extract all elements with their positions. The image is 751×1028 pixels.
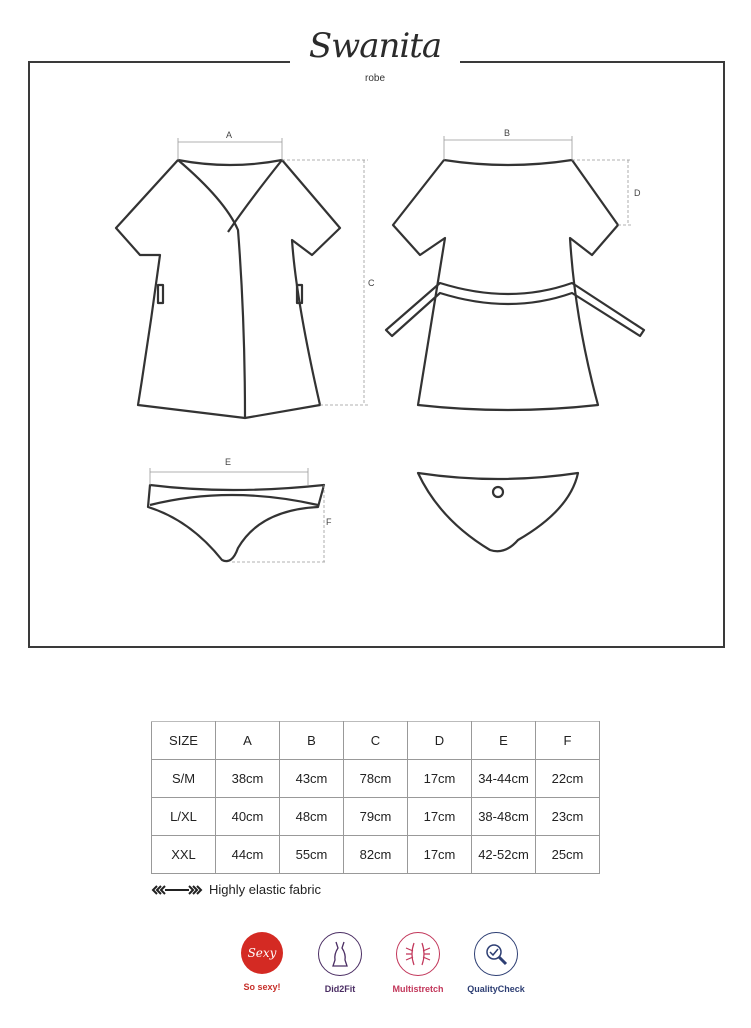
feature-badges — [226, 932, 532, 995]
table-cell: 34-44cm — [472, 760, 536, 798]
badge-label: Multistretch — [392, 984, 444, 994]
robe-belt-drawing — [386, 283, 644, 336]
robe-front-drawing — [116, 160, 340, 418]
table-cell: XXL — [152, 836, 216, 874]
header-cell: SIZE — [152, 722, 216, 760]
sexy-icon — [241, 932, 283, 974]
brand-name: Swanita — [308, 26, 442, 66]
table-cell: 38-48cm — [472, 798, 536, 836]
badge-did2fit — [304, 932, 376, 995]
table-cell: 79cm — [344, 798, 408, 836]
panty-back-drawing — [418, 473, 578, 551]
badge-label: Did2Fit — [324, 984, 356, 994]
product-type: robe — [364, 73, 385, 84]
dimension-label-f: F — [326, 517, 332, 527]
multistretch-icon — [396, 932, 440, 976]
table-cell: 42-52cm — [472, 836, 536, 874]
panty-front-drawing — [148, 485, 324, 561]
badge-label: QualityCheck — [467, 984, 525, 994]
header-cell: D — [408, 722, 472, 760]
magnifier-check-icon — [474, 932, 518, 976]
table-cell: 17cm — [408, 798, 472, 836]
dimension-label-c: C — [368, 278, 375, 288]
table-row — [152, 798, 600, 836]
header-cell: E — [472, 722, 536, 760]
fabric-note-text: Highly elastic fabric — [209, 882, 321, 897]
dimension-label-d: D — [634, 188, 641, 198]
dimension-label-b: B — [504, 128, 511, 138]
table-cell: 44cm — [216, 836, 280, 874]
table-cell: 40cm — [216, 798, 280, 836]
table-cell: 48cm — [280, 798, 344, 836]
table-cell: 43cm — [280, 760, 344, 798]
table-cell: L/XL — [152, 798, 216, 836]
table-cell: 23cm — [536, 798, 600, 836]
table-row — [152, 836, 600, 874]
badge-label: So sexy! — [243, 982, 281, 992]
dimension-label-e: E — [225, 457, 232, 467]
table-cell: 78cm — [344, 760, 408, 798]
table-cell: S/M — [152, 760, 216, 798]
sexy-icon-text: Sexy — [247, 946, 277, 960]
dress-fit-icon — [318, 932, 362, 976]
table-cell: 55cm — [280, 836, 344, 874]
header-cell: C — [344, 722, 408, 760]
stretch-arrows-icon — [151, 884, 203, 896]
brand-logo — [290, 26, 460, 98]
table-cell: 17cm — [408, 760, 472, 798]
table-cell: 22cm — [536, 760, 600, 798]
dimension-label-a: A — [226, 130, 233, 140]
header-cell: F — [536, 722, 600, 760]
size-table — [151, 721, 600, 874]
header-cell: A — [216, 722, 280, 760]
table-cell: 17cm — [408, 836, 472, 874]
table-header-row — [152, 722, 600, 760]
table-cell: 38cm — [216, 760, 280, 798]
table-cell: 82cm — [344, 836, 408, 874]
table-cell: 25cm — [536, 836, 600, 874]
badge-qualitycheck — [460, 932, 532, 995]
fabric-note — [151, 882, 321, 898]
table-row — [152, 760, 600, 798]
header-cell: B — [280, 722, 344, 760]
robe-back-drawing — [393, 160, 618, 410]
badge-so-sexy — [226, 932, 298, 995]
badge-multistretch — [382, 932, 454, 995]
